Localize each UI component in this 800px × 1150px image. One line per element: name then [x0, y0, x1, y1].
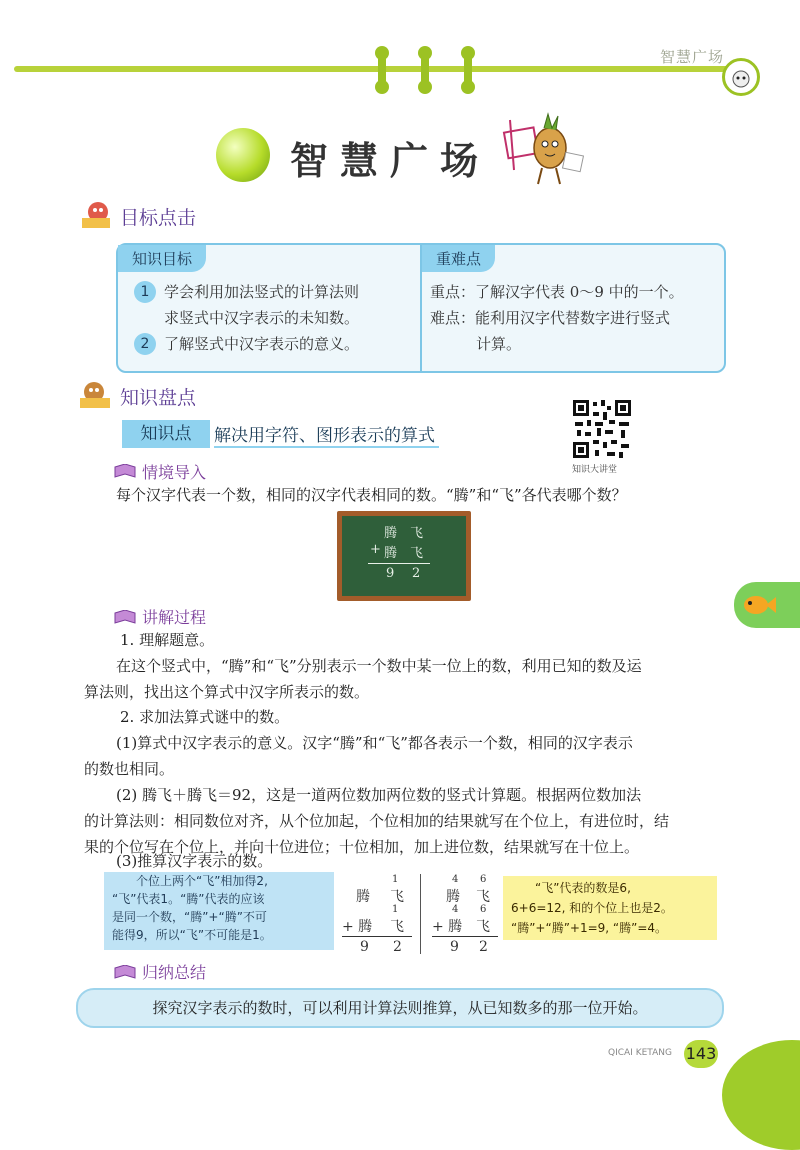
paragraph-line: (2) 腾飞＋腾飞＝92，这是一道两位数加两位数的竖式计算题。根据两位数加法 [116, 786, 642, 804]
page-title: 智慧广场 [290, 139, 491, 183]
board-plus: + [370, 542, 381, 557]
calc-char: + 腾 [432, 919, 463, 935]
paragraph-line: (1)算式中汉字表示的意义。汉字“腾”和“飞”都各表示一个数，相同的汉字表示 [116, 734, 633, 752]
goal-text: 了解竖式中汉字表示的意义。 [164, 335, 360, 353]
calc-result: 2 [479, 939, 488, 955]
calc-char: 飞 [390, 889, 404, 905]
paragraph-line: 的数也相同。 [84, 760, 175, 778]
goal-text: 学会利用加法竖式的计算法则 [164, 283, 360, 301]
note-line: 6+6=12, 和的个位上也是2。 [511, 901, 673, 915]
header-label: 智慧广场 [659, 48, 724, 66]
step-2-text: 2. 求加法算式谜中的数。 [120, 708, 290, 726]
board-digit: 2 [412, 566, 421, 581]
carry-digit: 1 [392, 874, 399, 885]
goal-number: 2 [134, 333, 156, 355]
board-digit: 腾 [384, 546, 398, 561]
intro-heading: 情境导入 [142, 463, 207, 482]
calc-char: 腾 [356, 889, 370, 905]
summary-box: 探究汉字表示的数时，可以利用计算法则推算，从已知数多的那一位开始。 [76, 988, 724, 1028]
note-line: 能得9，所以“飞”不可能是1。 [112, 928, 272, 942]
knowledge-goal-tab: 知识目标 [118, 245, 206, 272]
calc-char: 飞 [390, 919, 404, 935]
carry-digit: 4 [452, 874, 459, 885]
side-fish-tab [734, 582, 800, 628]
header-pin [421, 50, 429, 90]
board-digit: 腾 [384, 526, 398, 541]
calc-result: 9 [450, 939, 459, 955]
knowledge-point-tag: 知识点 [122, 420, 210, 448]
note-line: 个位上两个“飞”相加得2, [136, 874, 268, 888]
goal-text: 求竖式中汉字表示的未知数。 [164, 309, 360, 327]
paragraph-line: 的计算法则：相同数位对齐，从个位加起，个位相加的结果就写在个位上，有进位时，结 [84, 812, 670, 830]
corner-decoration [722, 1040, 800, 1150]
calc-char: 腾 [446, 889, 460, 905]
calc-char: 飞 [476, 889, 490, 905]
board-digit: 飞 [410, 546, 424, 561]
calc-char: + 腾 [342, 919, 373, 935]
calc-divider [420, 874, 421, 954]
paragraph-line: 算法则，找出这个算式中汉字所表示的数。 [84, 683, 370, 701]
note-line: “腾”+“腾”+1=9, “腾”=4。 [511, 921, 668, 935]
step-3-text: (3)推算汉字表示的数。 [116, 852, 273, 870]
note-line: “飞”代表1。“腾”代表的应该 [112, 892, 265, 906]
pineapple-mascot-icon [500, 110, 590, 190]
header-pin [464, 50, 472, 90]
knowledge-point-title: 解决用字符、图形表示的算式 [214, 421, 439, 448]
carry-digit: 1 [392, 904, 399, 915]
carry-digit: 6 [480, 874, 487, 885]
board-digit: 飞 [410, 526, 424, 541]
title-ball-icon [216, 128, 270, 182]
carry-digit: 6 [480, 904, 487, 915]
qr-code-label: 知识大讲堂 [572, 465, 618, 475]
footer-label: QICAI KETANG [608, 1048, 672, 1058]
step-1-text: 1. 理解题意。 [120, 631, 215, 649]
left-note [104, 872, 334, 950]
blackboard [337, 511, 471, 601]
mascot-icon [722, 58, 760, 96]
calc-result: 2 [393, 939, 402, 955]
summary-heading: 归纳总结 [142, 963, 207, 982]
section-heading: 目标点击 [120, 207, 197, 229]
note-line: 是同一个数，“腾”+“腾”不可 [112, 910, 267, 924]
goal-number: 1 [134, 281, 156, 303]
page-number: 143 [684, 1040, 718, 1068]
calc-result: 9 [360, 939, 369, 955]
carry-digit: 4 [452, 904, 459, 915]
qr-code-icon[interactable] [571, 398, 633, 460]
note-line: “飞”代表的数是6, [535, 881, 631, 895]
difficult-point-text: 难点：能利用汉字代替数字进行竖式 [430, 309, 671, 327]
paragraph-line: 在这个竖式中，“腾”和“飞”分别表示一个数中某一位上的数，利用已知的数及运 [116, 657, 642, 675]
section-heading: 知识盘点 [120, 387, 197, 409]
key-point-tab: 重难点 [422, 245, 495, 272]
header-pin [378, 50, 386, 90]
calc-line [342, 936, 412, 937]
book-icon [114, 463, 136, 477]
right-note [503, 876, 717, 940]
section-mascot-icon [78, 380, 114, 410]
book-icon [114, 964, 136, 978]
calc-line [432, 936, 498, 937]
calc-char: 飞 [476, 919, 490, 935]
board-line [368, 563, 430, 564]
intro-text: 每个汉字代表一个数，相同的汉字代表相同的数。“腾”和“飞”各代表哪个数？ [116, 486, 627, 504]
book-icon [114, 609, 136, 623]
process-heading: 讲解过程 [142, 608, 207, 627]
difficult-point-text: 计算。 [476, 335, 522, 353]
key-point-text: 重点：了解汉字代表 0～9 中的一个。 [430, 283, 684, 301]
board-digit: 9 [386, 566, 395, 581]
section-mascot-icon [78, 200, 114, 230]
paragraph-line: 果的个位写在个位上，并向十位进位；十位相加，加上进位数，结果就写在十位上。 [84, 838, 640, 856]
